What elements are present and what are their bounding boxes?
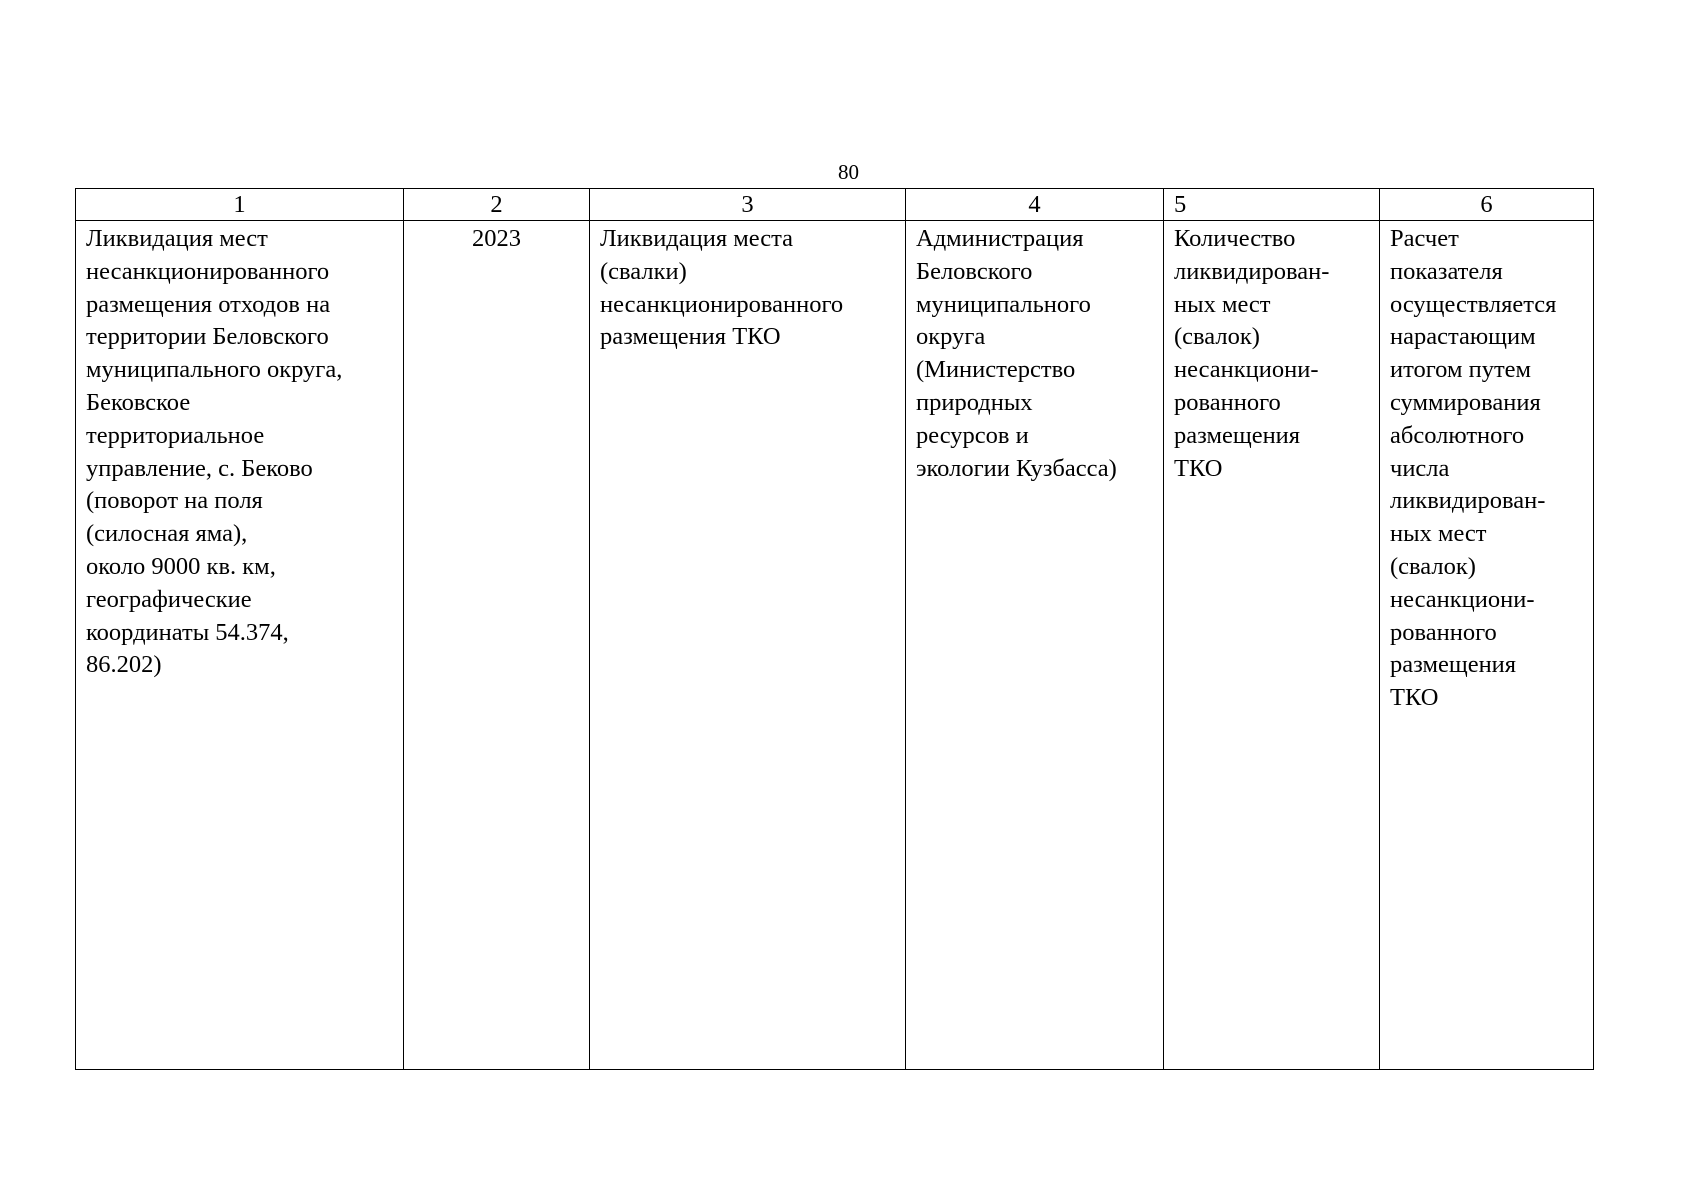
cell-year-text: 2023 <box>472 225 521 252</box>
cell-indicator <box>1164 221 1380 1070</box>
table-header-row <box>76 189 1594 221</box>
cell-year <box>404 221 590 1070</box>
column-header-4: 4 <box>906 189 1164 221</box>
cell-calculation-text: Расчет показателя осуществляется нарастающим итогом путем суммирования абсолютного числа ликвидирован- ных мест (свалок) несанкциони- рованного размещения ТКО <box>1390 225 1557 712</box>
column-header-5: 5 <box>1164 189 1380 221</box>
cell-responsible-text: Администрация Беловского муниципального округа (Министерство природных ресурсов и экологии Кузбасса) <box>916 225 1117 482</box>
cell-indicator-text: Количество ликвидирован- ных мест (свалок) несанкциони- рованного размещения ТКО <box>1174 225 1330 482</box>
document-table <box>75 188 1594 1070</box>
column-header-6: 6 <box>1380 189 1594 221</box>
cell-calculation <box>1380 221 1594 1070</box>
cell-result <box>590 221 906 1070</box>
page-number: 80 <box>838 160 859 184</box>
column-header-3: 3 <box>590 189 906 221</box>
column-header-1: 1 <box>76 189 404 221</box>
cell-result-text: Ликвидация места (свалки) несанкционированного размещения ТКО <box>600 225 844 351</box>
column-header-2: 2 <box>404 189 590 221</box>
table-row <box>76 221 1594 1070</box>
cell-measure-name-text: Ликвидация мест несанкционированного размещения отходов на территории Беловского муниципального округа, Бековское территориальное управление, с. Беково (поворот на поля (силосная яма), около 9000 кв. км, географические координаты 54.374, 86.202) <box>86 225 343 679</box>
cell-responsible <box>906 221 1164 1070</box>
cell-measure-name <box>76 221 404 1070</box>
